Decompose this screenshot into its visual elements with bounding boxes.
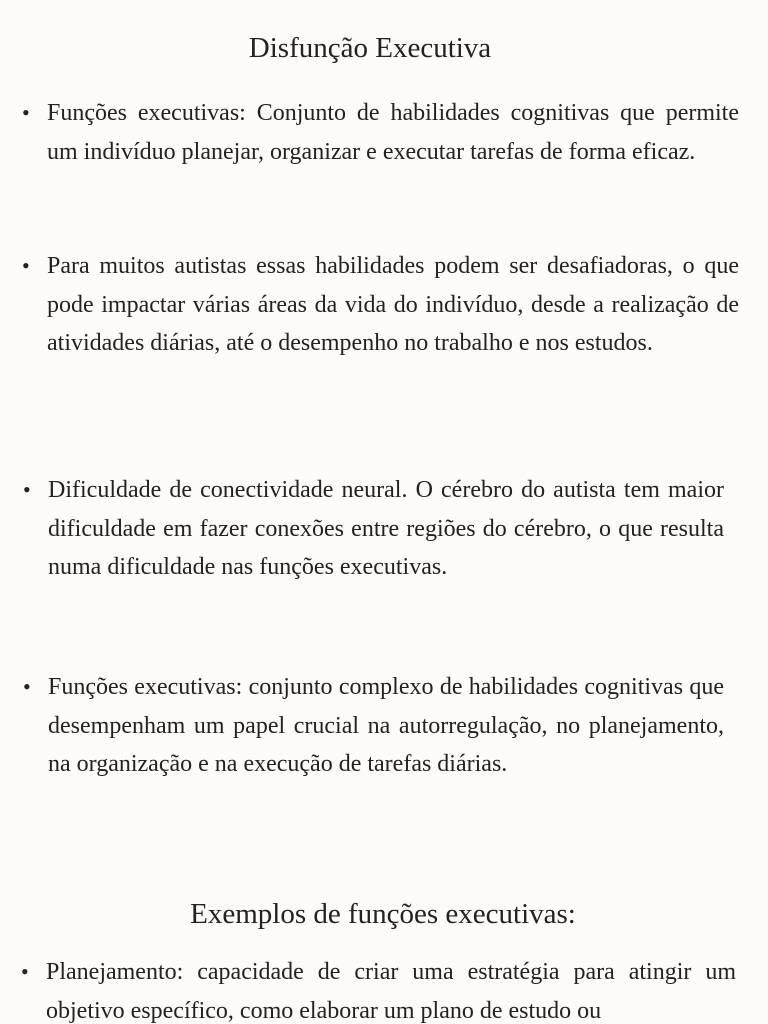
- bullet-item: [22, 94, 739, 171]
- bullet-icon: •: [23, 674, 31, 699]
- example-item: [21, 953, 736, 1024]
- bullet-text: Funções executivas: conjunto complexo de habilidades cognitivas que desempenham um papel crucial na autorregulação, no planejamento, na organização e na execução de tarefas diárias.: [48, 674, 724, 777]
- bullet-text: Dificuldade de conectividade neural. O cérebro do autista tem maior dificuldade em fazer conexões entre regiões do cérebro, o que resulta numa dificuldade nas funções executivas.: [48, 477, 724, 580]
- bullet-item: [22, 247, 739, 363]
- bullet-item: [23, 471, 724, 587]
- bullet-icon: •: [21, 959, 29, 984]
- page-title: Disfunção Executiva: [248, 32, 492, 64]
- bullet-icon: •: [22, 100, 30, 125]
- bullet-icon: •: [22, 253, 30, 278]
- bullet-item: [23, 668, 724, 784]
- section-heading: Exemplos de funções executivas:: [190, 898, 576, 930]
- bullet-text: Funções executivas: Conjunto de habilidades cognitivas que permite um indivíduo planejar, organizar e executar tarefas de forma eficaz.: [47, 100, 739, 165]
- bullet-icon: •: [23, 477, 31, 502]
- bullet-text: Para muitos autistas essas habilidades podem ser desafiadoras, o que pode impactar várias áreas da vida do indivíduo, desde a realização de atividades diárias, até o desempenho no trabalho e nos estudos.: [47, 253, 739, 356]
- example-text: Planejamento: capacidade de criar uma estratégia para atingir um objetivo específico, como elaborar um plano de estudo ou: [46, 959, 736, 1024]
